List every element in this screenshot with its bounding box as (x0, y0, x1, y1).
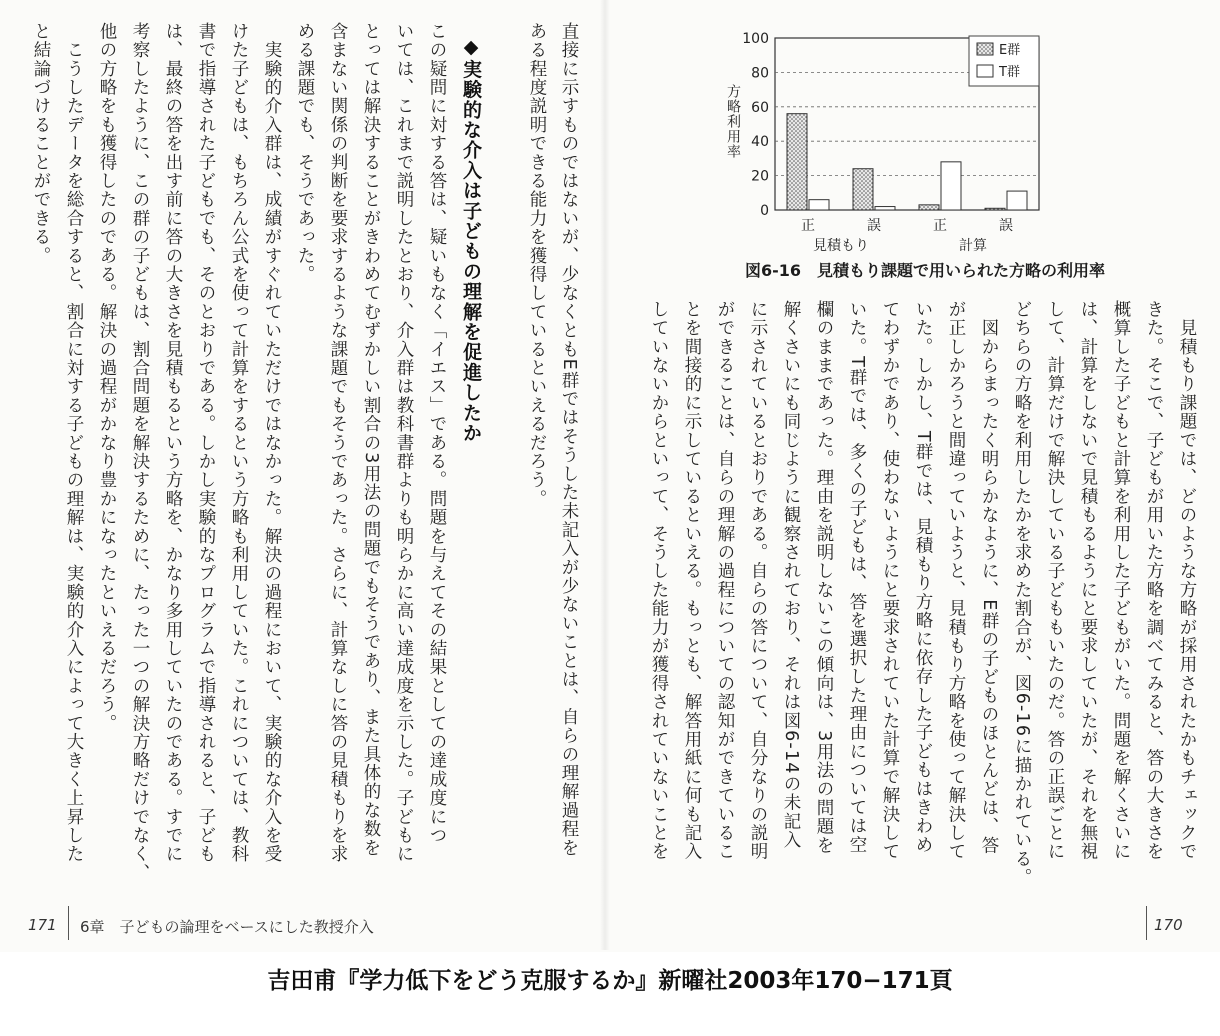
right-body-line-11: 他の方略をも獲得したのである。解決の過程がかなり豊かになったといえるだろう。 (97, 22, 117, 733)
left-body-line-14: に示されているとおりである。自らの答について、自分なりの説明 (748, 300, 768, 861)
group-label: 計算 (959, 238, 987, 254)
category-label: 正 (933, 218, 947, 234)
chart-legend (969, 36, 1039, 86)
legend-swatch-t (977, 65, 993, 77)
bar-t-2 (875, 207, 895, 210)
category-label: 誤 (867, 218, 881, 234)
bar-e-3 (919, 205, 939, 210)
y-tick-label: 20 (751, 168, 769, 185)
left-body-line-16: とを間接的に示しているといえる。もっとも、解答用紙に何も記入 (682, 300, 702, 861)
right-body-line-10: 考察したように、この群の子どもは、割合問題を解決するために、たった一つの解決方略だけでなく、 (130, 22, 150, 883)
y-tick-label: 100 (742, 31, 769, 47)
legend-swatch-e (977, 43, 993, 55)
page-gutter (600, 0, 610, 950)
y-tick-label: 40 (751, 134, 769, 151)
category-label: 正 (801, 218, 815, 234)
right-body-line-1: この疑問に対する答は、疑いもなく「イエス」である。問題を与えてその結果としての達成度につ (427, 22, 447, 845)
right-body-line-8: 書で指導された子どもでも、そのとおりである。しかし実験的なプログラムで指導されると、子ども (196, 22, 216, 864)
section-heading: ◆実験的な介入は子どもの理解を促進したか (460, 36, 482, 443)
left-body-line-11: いた。T群では、多くの子どもは、答を選択した理由については空 (847, 300, 867, 855)
left-body-line-1: 見積もり課題では、どのような方略が採用されたかもチェックで (1177, 300, 1197, 861)
bar-e-4 (985, 208, 1005, 210)
y-tick-label: 0 (760, 203, 769, 219)
left-body-line-12: 欄のままであった。理由を説明しないこの傾向は、3用法の問題を (814, 300, 834, 855)
left-body-line-15: ができることは、自らの理解の過程についての認知ができているこ (715, 300, 735, 861)
right-body-line-13: と結論づけることができる。 (31, 22, 51, 266)
left-body-line-8: が正しかろうと間違っていようと、見積もり方略を使って解決して (946, 300, 966, 861)
figure-caption: 図6-16 見積もり課題で用いられた方略の利用率 (745, 261, 1106, 280)
legend-label-t: T群 (999, 65, 1020, 80)
y-tick-label: 80 (751, 65, 769, 82)
right-body-line-3: とっては解決することがきわめてむずかしい割合の3用法の問題でもそうであり、また具体的な数を (361, 22, 381, 858)
right-body-line-7: けた子どもは、もちろん公式を使って計算をするという方略も利用していた。これについては、教科 (229, 22, 249, 864)
left-body-line-2: きた。そこで、子どもが用いた方略を調べてみると、答の大きさを (1144, 300, 1164, 861)
legend-label-e: E群 (999, 43, 1021, 58)
right-body-line-2: いては、これまで説明したとおり、介入群は教科書群よりも明らかに高い達成度を示した。子どもに (394, 22, 414, 864)
right-body-line-9: は、最終の答を出す前に答の大きさを見積もるという方略を、かなり多用していたのである。すでに (163, 22, 183, 864)
bar-t-3 (941, 162, 961, 210)
bar-t-4 (1007, 191, 1027, 210)
page-number-170: 170 (1154, 916, 1183, 934)
right-body-line-4: 含まない関係の判断を要求するような課題でもそうであった。さらに、計算なしに答の見積もりを求 (328, 22, 348, 864)
footer-divider (68, 906, 69, 940)
page-number-171: 171 (28, 916, 57, 934)
left-body-line-10: てわずかであり、使わないようにと要求されていた計算で解決して (880, 300, 900, 861)
left-body-line-17: していないからといって、そうした能力が獲得されていないことを (649, 300, 669, 861)
running-footer: 6章 子どもの論理をベースにした教授介入 (80, 918, 374, 936)
left-body-line-9: いた。しかし、T群では、見積もり方略に依存した子どもはきわめ (913, 300, 933, 855)
right-body-line-12: こうしたデータを総合すると、割合に対する子どもの理解は、実験的介入によって大きく上昇した (64, 22, 84, 864)
strategy-usage-chart (715, 18, 1055, 254)
bar-e-2 (853, 169, 873, 210)
left-body-line-4: は、計算をしないで見積もるようにと要求していたが、それを無視 (1078, 300, 1098, 861)
source-credit: 吉田甫『学力低下をどう克服するか』新曜社2003年170−171頁 (267, 968, 953, 994)
right-body-line-5: める課題でも、そうであった。 (295, 22, 315, 284)
bar-e-1 (787, 114, 807, 210)
y-axis-label: 方略利用率 (725, 84, 741, 159)
bar-t-1 (809, 200, 829, 210)
y-tick-label: 60 (751, 99, 769, 116)
page-number-divider (1146, 906, 1147, 940)
left-body-line-3: 概算した子どもと計算を利用した子どもがいた。問題を解くさいに (1111, 300, 1131, 861)
group-label: 見積もり (813, 238, 869, 254)
right-lead-line-1: 直接に示すものではないが、少なくともE群ではそうした未記入が少ないことは、自らの理解過程を (559, 22, 579, 858)
category-label: 誤 (999, 218, 1013, 234)
right-body-line-6: 実験的介入群は、成績がすぐれていただけではなかった。解決の過程において、実験的な介入を受 (262, 22, 282, 864)
left-body-line-7: 図からまったく明らかなように、E群の子どものほとんどは、答 (979, 300, 999, 855)
left-body-line-13: 解くさいにも同じように観察されており、それは図6-14の未記入 (781, 300, 801, 850)
left-body-line-5: して、計算だけで解決している子どももいたのだ。答の正誤ごとに (1045, 300, 1065, 861)
right-lead-line-2: ある程度説明できる能力を獲得しているといえるだろう。 (527, 22, 547, 509)
left-body-line-6: どちらの方略を利用したかを求めた割合が、図6-16に描かれている。 (1012, 300, 1032, 887)
